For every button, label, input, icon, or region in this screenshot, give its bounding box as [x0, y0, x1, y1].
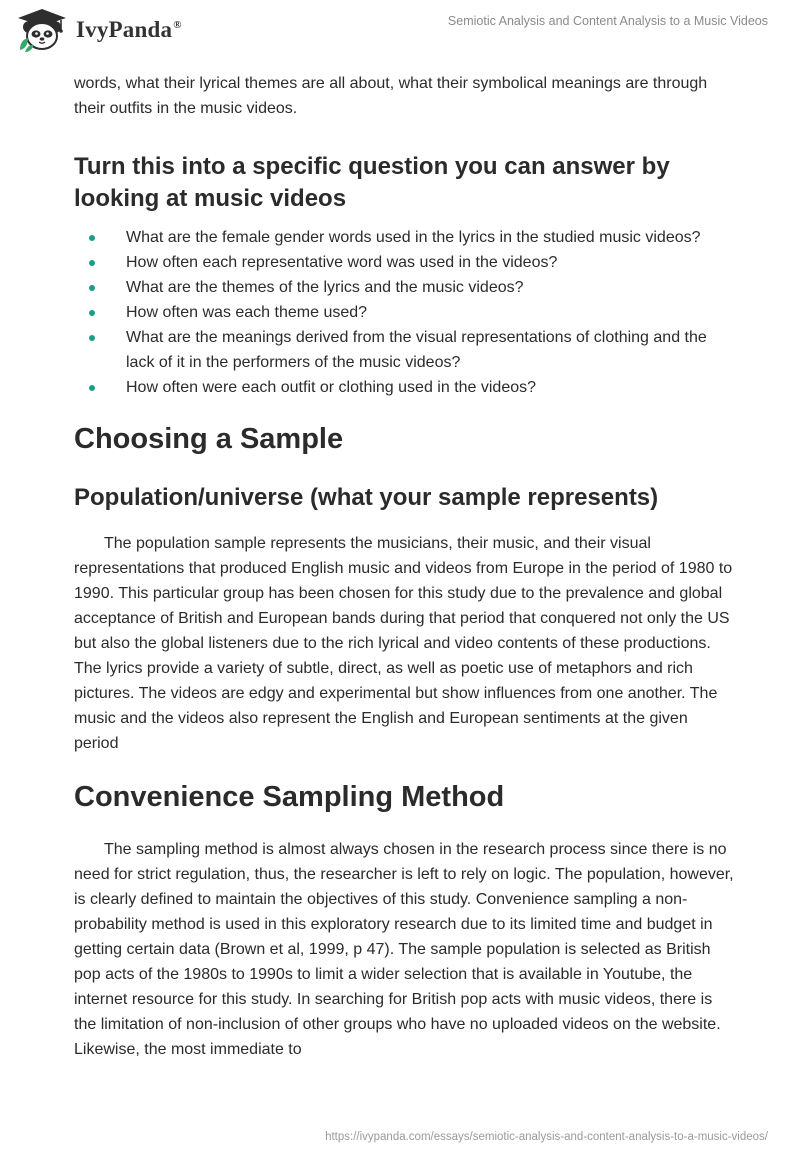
sampling-paragraph: The sampling method is almost always chosen in the research process since there is no need for strict regulation, thus, the researcher is left to rely on logic. The population, however, is clearly defined to maintain the objectives of this study. Convenience sampling a non-probability method is used in this exploratory research due to its limited time and budget in getting certain data (Brown et al, 1999, p 47). The sample population is selected as British pop acts of the 1980s to 1990s to limit a wider selection that is available in Youtube, the internet resource for this study. In searching for British pop acts with music videos, there is the limitation of non-inclusion of other groups who have no uploaded videos on the website. Likewise, the most immediate to: [74, 841, 734, 1058]
panda-logo-icon: [14, 8, 70, 52]
list-item: What are the themes of the lyrics and the music videos?: [74, 275, 734, 300]
list-item: How often was each theme used?: [74, 300, 734, 325]
question-list: [74, 225, 734, 400]
bullet-icon: [89, 310, 95, 316]
list-item: How often were each outfit or clothing used in the videos?: [74, 375, 734, 400]
bullet-icon: [89, 260, 95, 266]
intro-paragraph: words, what their lyrical themes are all about, what their symbolical meanings are through their outfits in the music videos.: [74, 75, 708, 117]
article-body: [74, 71, 734, 1062]
bullet-icon: [89, 285, 95, 291]
list-item: What are the meanings derived from the visual representations of clothing and the lack of it in the performers of the music videos?: [74, 325, 734, 375]
bullet-icon: [89, 385, 95, 391]
source-url[interactable]: https://ivypanda.com/essays/semiotic-analysis-and-content-analysis-to-a-music-videos/: [325, 1131, 768, 1143]
bullet-icon: [89, 235, 95, 241]
list-item: What are the female gender words used in the lyrics in the studied music videos?: [74, 225, 734, 250]
subsection-heading-population: Population/universe (what your sample represents): [74, 484, 659, 511]
page-header: [0, 0, 800, 60]
ivypanda-logo[interactable]: [14, 8, 182, 52]
bullet-icon: [89, 335, 95, 341]
section-heading-convenience-sampling: Convenience Sampling Method: [74, 781, 505, 813]
section-heading-choosing-sample: Choosing a Sample: [74, 423, 344, 455]
question-heading: Turn this into a specific question you can answer by looking at music videos: [74, 153, 670, 212]
brand-name: IvyPanda®: [76, 17, 182, 42]
population-paragraph: The population sample represents the musicians, their music, and their visual representations that produced English music and videos from Europe in the period of 1980 to 1990. This particular group has been chosen for this study due to the prevalence and global acceptance of British and European bands during that period that conquered not only the US but also the global listeners due to the rich lyrical and video contents of these productions. The lyrics provide a variety of subtle, direct, as well as poetic use of metaphors and rich pictures. The videos are edgy and experimental but show influences from one another. The music and the videos also represent the English and European sentiments at the given period: [74, 535, 733, 752]
document-title: Semiotic Analysis and Content Analysis to a Music Videos: [447, 14, 768, 28]
list-item: How often each representative word was used in the videos?: [74, 250, 734, 275]
